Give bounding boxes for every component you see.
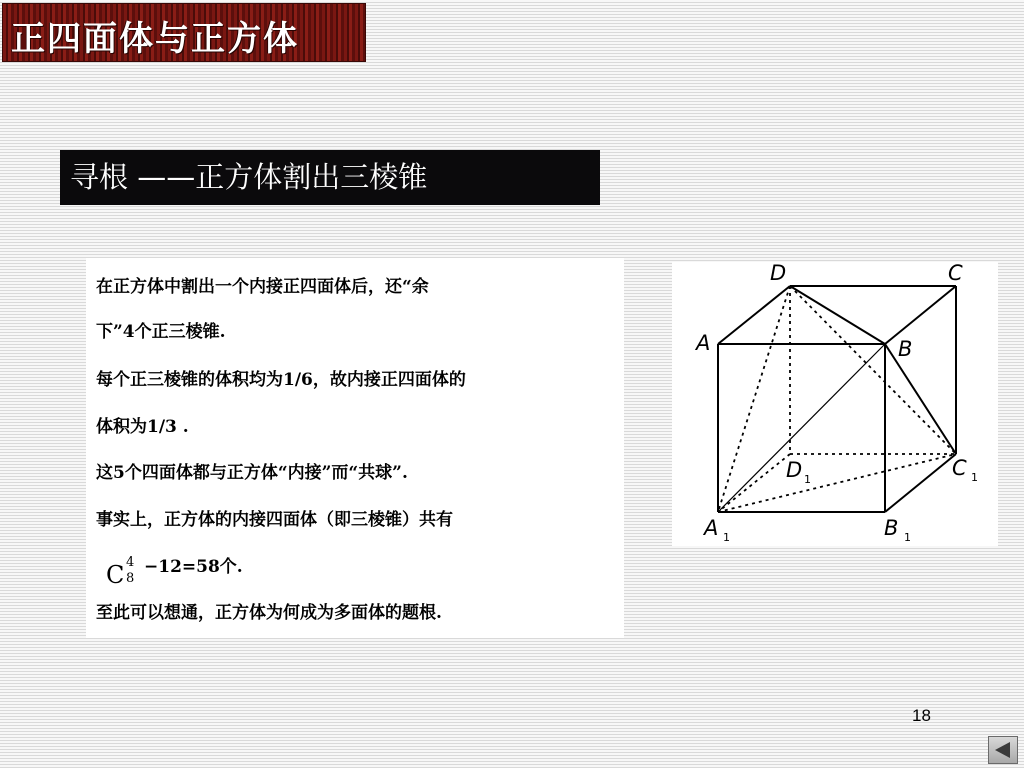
combination-superscript: 4 (126, 555, 135, 570)
label-d1: D (786, 458, 803, 482)
label-a1-sub: 1 (723, 531, 730, 544)
edge-d-b (790, 286, 885, 344)
label-b1: B (884, 516, 899, 540)
combination-symbol (106, 556, 146, 592)
edge-b1-c1 (885, 454, 956, 512)
cube-diagram-svg (672, 262, 998, 546)
text-line-7: −12=58个. (144, 557, 243, 577)
text-line-5: 这5个四面体都与正方体“内接”而“共球”. (96, 463, 408, 483)
edge-b-c1 (885, 344, 956, 454)
label-d1-sub: 1 (804, 473, 811, 486)
label-c: C (948, 262, 963, 285)
label-c1-sub: 1 (971, 471, 978, 484)
page-number: 18 (912, 706, 931, 725)
label-c1: C (952, 456, 967, 480)
title-banner (2, 3, 366, 62)
edge-d-c1 (790, 286, 956, 454)
subtitle-bar (60, 150, 600, 205)
label-b1-sub: 1 (904, 531, 911, 544)
text-line-8: 至此可以想通，正方体为何成为多面体的题根. (96, 603, 442, 623)
edge-a1-b (718, 344, 885, 512)
cube-solid-edges (718, 286, 956, 512)
text-line-4: 体积为1/3 . (96, 417, 189, 437)
text-line-2: 下”4个正三棱锥. (96, 322, 226, 342)
text-panel (86, 258, 624, 638)
label-a: A (696, 331, 711, 355)
cube-diagram (672, 262, 998, 546)
text-line-1: 在正方体中割出一个内接正四面体后，还“余 (96, 277, 429, 297)
label-a1: A (704, 516, 719, 540)
subtitle-text: 寻根 ——正方体割出三棱锥 (70, 160, 428, 194)
slide-title: 正四面体与正方体 (11, 19, 299, 59)
edge-c-b (885, 286, 956, 344)
combination-subscript: 8 (126, 571, 135, 586)
text-line-6: 事实上，正方体的内接四面体（即三棱锥）共有 (96, 510, 453, 530)
label-d: D (770, 262, 787, 285)
edge-d-a1 (718, 286, 790, 512)
edge-a-d (718, 286, 790, 344)
triangle-left-icon (993, 741, 1013, 759)
previous-slide-button[interactable] (988, 736, 1018, 764)
combination-letter: C (106, 561, 125, 589)
text-line-3: 每个正三棱锥的体积均为1/6，故内接正四面体的 (96, 370, 466, 390)
label-b: B (898, 337, 913, 361)
